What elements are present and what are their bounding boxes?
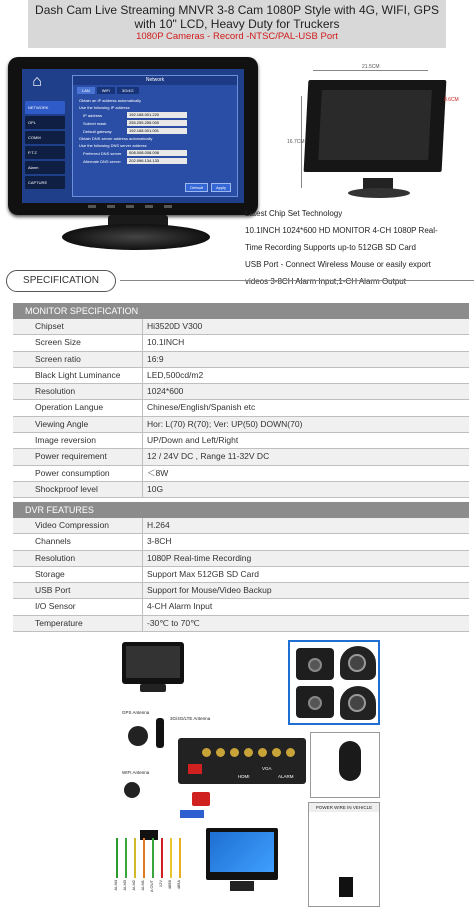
ip-manual-option: Use the following IP address: [79, 105, 130, 110]
screen-side-item: CAPTURE: [25, 176, 65, 189]
camera-icon: [296, 648, 334, 680]
tab-3g4g: 3G/4G: [117, 87, 139, 94]
monitor-spec-key: Operation Langue: [13, 400, 143, 415]
monitor-spec-row: [13, 482, 469, 498]
alarm-wire: [134, 838, 136, 878]
monitor-spec-value: 10.1INCH: [147, 337, 185, 348]
dns-preferred-field: Preferred DNS server 008.008.008.008: [83, 150, 227, 156]
monitor-spec-key: Image reversion: [13, 433, 143, 448]
bezel-buttons: [88, 205, 172, 208]
dvr-spec-row: [13, 599, 469, 615]
lte-antenna-label: 3G/4G/LTE Antenna: [170, 716, 211, 721]
network-panel-title: Network: [73, 76, 237, 85]
alarm-wire-label: 12V: [158, 880, 163, 888]
dns-alternate-field: Alternate DNS server 202.096.134.133: [83, 158, 227, 164]
monitor-spec-key: Power requirement: [13, 449, 143, 464]
monitor-spec-key: Screen Size: [13, 335, 143, 350]
monitor-spec-key: Viewing Angle: [13, 417, 143, 432]
feature-item: USB Port - Connect Wireless Mouse or easily export: [245, 260, 431, 269]
av-port-icon: [244, 748, 253, 757]
alarm-wire-label: ALM3: [122, 880, 127, 891]
gps-antenna-label: GPS Antenna: [122, 710, 150, 715]
alarm-wire: [161, 838, 163, 878]
monitor-spec-value: ＜8W: [147, 467, 169, 478]
network-tabs: [73, 85, 237, 96]
divider: [120, 280, 474, 281]
panel-buttons: [185, 183, 231, 192]
mouse-icon: [339, 741, 361, 781]
monitor-spec-row: [13, 319, 469, 335]
diagram-monitor: [122, 642, 184, 684]
sd-card-icon: [192, 792, 210, 806]
monitor-spec-row: [13, 417, 469, 433]
dvr-spec-key: USB Port: [13, 583, 143, 598]
specification-pill: SPECIFICATION: [6, 270, 116, 292]
dns-auto-option: Obtain DNS server address automatically: [79, 136, 153, 141]
dome-camera-icon: [340, 646, 376, 680]
sd-card-slot-icon: [188, 764, 202, 774]
alarm-wire: [179, 838, 181, 878]
monitor-spec-value: Hi3520D V300: [143, 319, 469, 334]
subnet-field: Subnet mask 255.255.255.000: [83, 120, 227, 126]
gateway-field: Default gateway 192.168.001.001: [83, 128, 227, 134]
monitor-spec-key: Shockproof level: [13, 482, 143, 497]
dvr-spec-value: 1080P Real-time Recording: [143, 551, 469, 566]
monitor-spec-value: LED,500cd/m2: [147, 369, 204, 380]
dvr-spec-key: I/O Sensor: [13, 599, 143, 614]
dvr-spec-row: [13, 616, 469, 632]
alarm-wire: [152, 838, 154, 878]
dvr-spec-value: Support Max 512GB SD Card: [147, 568, 259, 579]
monitor-spec-row: [13, 400, 469, 416]
screen-side-item: Alarm: [25, 161, 65, 174]
monitor-spec-row: [13, 368, 469, 384]
tab-lan: LAN: [77, 87, 95, 94]
monitor-spec-value: 16:9: [143, 352, 469, 367]
monitor-spec-row: [13, 466, 469, 482]
feature-item: Latest Chip Set Technology: [245, 209, 343, 218]
alarm-wire: [143, 838, 145, 878]
dimension-width-label: 21.5CM: [362, 64, 380, 70]
pc-monitor-base: [230, 881, 254, 891]
tab-wifi: WiFi: [97, 87, 115, 94]
dvr-spec-row: [13, 583, 469, 599]
dvr-spec-key: Storage: [13, 567, 143, 582]
default-button: Default: [185, 183, 208, 192]
wifi-antenna-label: WIFI Antenna: [122, 770, 150, 775]
dvr-spec-row: [13, 518, 469, 534]
dvr-spec-key: Resolution: [13, 551, 143, 566]
alarm-wire: [125, 838, 127, 878]
dvr-spec-table: [13, 502, 469, 632]
diagram-monitor-base: [140, 684, 166, 692]
feature-item: Time Recording Supports up-to 512GB SD Card: [245, 243, 416, 252]
monitor-spec-value: Hor: L(70) R(70); Ver: UP(50) DOWN(70): [143, 417, 469, 432]
monitor-spec-key: Black Light Luminance: [13, 368, 143, 383]
wifi-antenna-icon: [124, 782, 140, 798]
header-title-line1: Dash Cam Live Streaming MNVR 3-8 Cam 1080P Style with 4G, WIFI, GPS: [35, 3, 439, 17]
connection-diagram: [110, 640, 380, 907]
av-port-icon: [216, 748, 225, 757]
feature-item: 10.1INCH 1024*600 HD MONITOR 4-CH 1080P Real-: [245, 226, 438, 235]
av-port-icon: [272, 748, 281, 757]
dns-manual-option: Use the following DNS server address: [79, 143, 147, 148]
camera-icon: [296, 686, 334, 718]
dvr-spec-row: [13, 551, 469, 567]
gps-antenna-icon: [128, 726, 148, 746]
hdmi-label: HDMI: [238, 774, 250, 779]
monitor-spec-value: 1024*600: [143, 384, 469, 399]
power-wire-title: POWER WIRE IN VEHICLE: [309, 803, 379, 812]
mouse-box: [310, 732, 380, 798]
dome-camera-icon: [340, 686, 376, 720]
dvr-spec-heading: DVR FEATURES: [13, 502, 469, 518]
monitor-side-view: [304, 80, 447, 172]
dvr-spec-row: [13, 567, 469, 583]
screen-side-item: COMM: [25, 131, 65, 144]
monitor-spec-row: [13, 449, 469, 465]
dvr-spec-value: 3-8CH: [147, 536, 172, 547]
monitor-spec-key: Power consumption: [13, 466, 143, 481]
dvr-spec-key: Video Compression: [13, 518, 143, 533]
dvr-spec-row: [13, 534, 469, 550]
alarm-wire-label: ALM1: [140, 880, 145, 891]
screen-sidebar: [25, 101, 65, 191]
screen-side-item: P.T.Z: [25, 146, 65, 159]
cameras-box: [288, 640, 380, 725]
fuse-icon: [339, 877, 353, 897]
header-banner: [28, 0, 446, 48]
network-panel: [72, 75, 238, 197]
av-port-icon: [258, 748, 267, 757]
alarm-wire-label: 485B: [167, 880, 172, 890]
monitor-spec-key: Resolution: [13, 384, 143, 399]
monitor-side-base: [348, 188, 410, 198]
monitor-spec-key: Screen ratio: [13, 352, 143, 367]
monitor-spec-key: Chipset: [13, 319, 143, 334]
av-port-icon: [202, 748, 211, 757]
apply-button: Apply: [211, 183, 231, 192]
monitor-base: [62, 224, 210, 250]
power-wire-box: [308, 802, 380, 907]
monitor-spec-value: 12 / 24V DC , Range 11-32V DC: [143, 449, 469, 464]
monitor-spec-row: [13, 384, 469, 400]
dvr-spec-key: Temperature: [13, 616, 143, 631]
usb-drive-icon: [180, 810, 204, 818]
dvr-spec-value: Support for Mouse/Video Backup: [143, 583, 469, 598]
monitor-spec-row: [13, 433, 469, 449]
ip-auto-option: Obtain an IP address automatically: [79, 98, 141, 103]
dimension-line-width: [313, 70, 428, 71]
av-port-icon: [286, 748, 295, 757]
header-title-line2: with 10" LCD, Heavy Duty for Truckers: [134, 17, 340, 31]
alarm-wire-harness: [110, 818, 190, 902]
vga-label: VGA: [262, 766, 272, 771]
feature-item: videos 3-8CH Alarm Input,1-CH Alarm Output: [245, 277, 406, 286]
monitor-spec-row: [13, 352, 469, 368]
specification-section-label: [0, 268, 474, 294]
alarm-label: ALARM: [278, 774, 294, 779]
monitor-spec-row: [13, 335, 469, 351]
alarm-wire: [116, 838, 118, 878]
dvr-spec-value: H.264: [143, 518, 469, 533]
dvr-unit: [178, 738, 306, 784]
dvr-spec-key: Channels: [13, 534, 143, 549]
av-port-icon: [230, 748, 239, 757]
monitor-spec-value: 10G: [143, 482, 469, 497]
dimension-depth-label: 8.6CM: [444, 97, 459, 103]
monitor-product-image: [8, 57, 258, 215]
alarm-wire-label: A OUT: [149, 880, 154, 893]
ip-field: IP address 192.168.001.220: [83, 112, 227, 118]
pc-monitor-icon: [206, 828, 278, 880]
header-subtitle: 1080P Cameras - Record -NTSC/PAL-USB Port: [136, 31, 338, 42]
lte-antenna-icon: [156, 718, 164, 748]
screen-side-item: NETWORK: [25, 101, 65, 114]
monitor-spec-value: UP/Down and Left/Right: [147, 435, 239, 446]
alarm-wire-label: 485A: [176, 880, 181, 890]
dimension-height-label: 16.7CM: [287, 139, 305, 145]
alarm-wire: [170, 838, 172, 878]
home-icon: ⌂: [32, 73, 42, 90]
dvr-spec-value: -30℃ to 70℃: [143, 616, 469, 631]
screen-side-item: OPL: [25, 116, 65, 129]
monitor-spec-table: [13, 303, 469, 498]
monitor-screen: [22, 69, 244, 203]
alarm-wire-label: ALM4: [113, 880, 118, 891]
alarm-wire-label: ALM2: [131, 880, 136, 891]
dvr-spec-value: 4-CH Alarm Input: [147, 601, 213, 612]
monitor-spec-heading: MONITOR SPECIFICATION: [13, 303, 469, 319]
monitor-spec-value: Chinese/English/Spanish etc: [147, 402, 256, 413]
